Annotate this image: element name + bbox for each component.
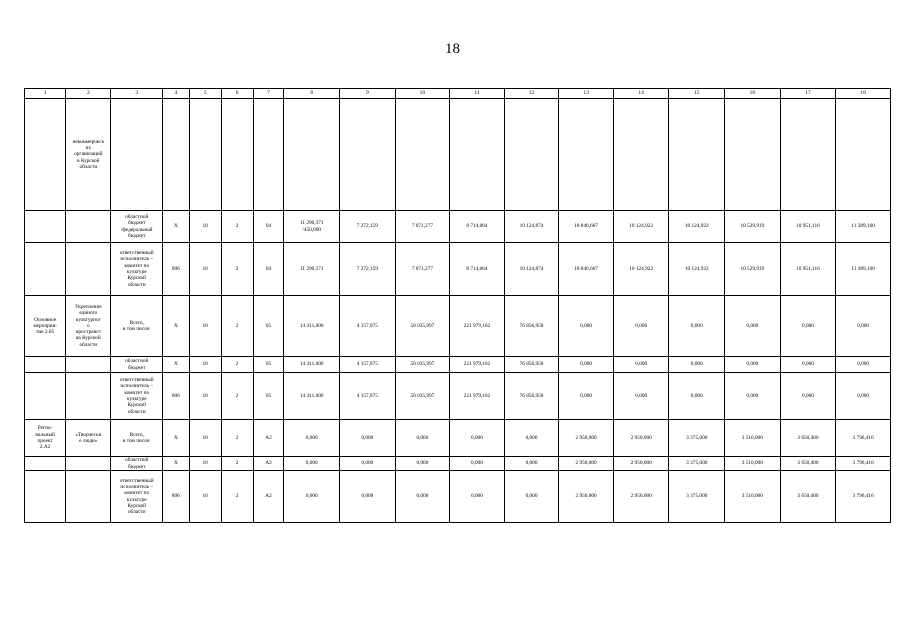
table-cell: 3 510,000 — [725, 471, 781, 523]
table-cell — [253, 99, 284, 211]
table-cell: 0,000 — [669, 357, 725, 373]
table-cell: 0,000 — [504, 471, 559, 523]
table-row — [25, 99, 891, 211]
table-cell: 7 272,159 — [340, 211, 396, 243]
table-cell: 04 — [253, 211, 284, 243]
table-cell: 50 035,997 — [395, 357, 450, 373]
table-cell: 7 071,277 — [395, 243, 450, 296]
table-cell: 806 — [162, 471, 189, 523]
table-cell: 2 — [221, 296, 253, 357]
column-header: 11 — [450, 89, 505, 99]
table-cell: 11 290,371 — [284, 243, 340, 296]
table-cell: 4 157,875 — [340, 357, 396, 373]
table-cell — [66, 373, 111, 420]
table-cell: 10 — [189, 471, 221, 523]
table-cell: 10 124,874 — [504, 211, 559, 243]
table-cell: 2 950,000 — [613, 457, 669, 471]
table-cell: 2 950,000 — [559, 457, 614, 471]
column-header: 9 — [340, 89, 396, 99]
table-cell: 806 — [162, 373, 189, 420]
column-header: 12 — [504, 89, 559, 99]
table-cell: 18 846,607 — [559, 243, 614, 296]
table-cell: 7 272,159 — [340, 243, 396, 296]
table-cell: 0,000 — [395, 457, 450, 471]
table-cell: 8 714,064 — [450, 243, 505, 296]
table-cell: 0,000 — [450, 471, 505, 523]
table-row — [25, 243, 891, 296]
table-cell: 3 650,400 — [780, 457, 836, 471]
table-cell: 0,000 — [559, 296, 614, 357]
table-cell: 3 796,416 — [836, 457, 891, 471]
header-row — [25, 89, 891, 99]
table-cell: 2 — [221, 243, 253, 296]
table-cell — [66, 211, 111, 243]
table-cell — [66, 357, 111, 373]
table-cell: Всего, в том числе: — [111, 420, 162, 457]
table-cell: 14 411,000 — [284, 373, 340, 420]
table-cell: 14 411,000 — [284, 357, 340, 373]
table-cell: Х — [162, 211, 189, 243]
table-cell — [504, 99, 559, 211]
table-cell: 3 796,416 — [836, 471, 891, 523]
column-header: 15 — [669, 89, 725, 99]
table-cell: 05 — [253, 296, 284, 357]
table-cell: 10 — [189, 211, 221, 243]
table-cell: 2 950,000 — [613, 471, 669, 523]
table-cell: А2 — [253, 420, 284, 457]
table-cell: Укрепление единого культурног о пространст ва Курской области — [66, 296, 111, 357]
table-cell: Х — [162, 296, 189, 357]
table-cell — [66, 471, 111, 523]
table-cell: 18 846,607 — [559, 211, 614, 243]
table-cell: 2 — [221, 420, 253, 457]
table-cell: 76 856,958 — [504, 373, 559, 420]
table-cell: 3 375,000 — [669, 457, 725, 471]
table-cell: 2 — [221, 211, 253, 243]
table-cell: 10 124,922 — [613, 211, 669, 243]
table-cell — [25, 243, 66, 296]
table-row — [25, 373, 891, 420]
table-cell: 0,000 — [836, 373, 891, 420]
column-header: 14 — [613, 89, 669, 99]
table-cell: ответственный исполнитель – комитет по культуре Курской области — [111, 373, 162, 420]
table-cell: 10 — [189, 457, 221, 471]
table-cell: 76 856,958 — [504, 296, 559, 357]
table-cell: 221 979,162 — [450, 357, 505, 373]
table-cell: 11 389,160 — [836, 211, 891, 243]
table-cell: 0,000 — [725, 296, 781, 357]
table-cell: 0,000 — [284, 457, 340, 471]
table-cell — [66, 243, 111, 296]
table-cell: 2 — [221, 471, 253, 523]
budget-table — [24, 88, 891, 523]
table-cell: 806 — [162, 243, 189, 296]
table-cell: 2 950,000 — [559, 420, 614, 457]
table-cell: 0,000 — [450, 457, 505, 471]
table-cell: 0,000 — [340, 420, 396, 457]
column-header: 8 — [284, 89, 340, 99]
table-cell: 10 124,922 — [669, 211, 725, 243]
table-cell: 0,000 — [504, 457, 559, 471]
table-cell: 0,000 — [669, 296, 725, 357]
table-cell: Основное мероприя- тие 2.05 — [25, 296, 66, 357]
table-cell: 2 950,000 — [559, 471, 614, 523]
table-cell: 2 — [221, 373, 253, 420]
table-cell: 50 035,997 — [395, 296, 450, 357]
table-cell: 0,000 — [669, 373, 725, 420]
table-cell: областной бюджет — [111, 357, 162, 373]
table-cell — [111, 99, 162, 211]
table-cell: 05 — [253, 373, 284, 420]
table-cell — [25, 211, 66, 243]
table-cell: 11 290,371 /450,000 — [284, 211, 340, 243]
table-cell — [836, 99, 891, 211]
table-cell: 2 — [221, 357, 253, 373]
table-cell: 05 — [253, 357, 284, 373]
table-row — [25, 420, 891, 457]
column-header: 13 — [559, 89, 614, 99]
table-cell: А2 — [253, 471, 284, 523]
table-cell: 3 375,000 — [669, 420, 725, 457]
column-header: 2 — [66, 89, 111, 99]
table-cell: 10 — [189, 373, 221, 420]
table-cell: 50 035,997 — [395, 373, 450, 420]
table-cell: 04 — [253, 243, 284, 296]
table-cell — [780, 99, 836, 211]
table-cell: 14 411,000 — [284, 296, 340, 357]
table-cell: 221 979,162 — [450, 373, 505, 420]
table-cell: ответственный исполнитель – комитет по культуре Курской области — [111, 243, 162, 296]
table-cell — [162, 99, 189, 211]
column-header: 17 — [780, 89, 836, 99]
table-cell — [559, 99, 614, 211]
table-cell: ответственный исполнитель – комитет по культуре Курской области — [111, 471, 162, 523]
table-cell: 3 650,400 — [780, 420, 836, 457]
table-cell: 4 157,875 — [340, 296, 396, 357]
table-cell: 3 510,000 — [725, 420, 781, 457]
table-cell — [284, 99, 340, 211]
table-cell: 0,000 — [836, 296, 891, 357]
table-cell: 10 — [189, 420, 221, 457]
column-header: 7 — [253, 89, 284, 99]
table-cell — [25, 99, 66, 211]
column-header: 6 — [221, 89, 253, 99]
table-cell: 0,000 — [613, 373, 669, 420]
table-cell — [221, 99, 253, 211]
table-cell: «Творчески е люди» — [66, 420, 111, 457]
table-cell: 2 — [221, 457, 253, 471]
table-cell: 8 714,064 — [450, 211, 505, 243]
column-header: 1 — [25, 89, 66, 99]
column-header: 16 — [725, 89, 781, 99]
table-cell: 3 375,000 — [669, 471, 725, 523]
table-cell: 4 157,875 — [340, 373, 396, 420]
table-cell: 0,000 — [725, 373, 781, 420]
table-cell: 10 529,919 — [725, 211, 781, 243]
table-cell: 10 — [189, 296, 221, 357]
table-cell: 0,000 — [340, 457, 396, 471]
table-cell: 0,000 — [284, 420, 340, 457]
column-header: 10 — [395, 89, 450, 99]
table-cell: 7 071,277 — [395, 211, 450, 243]
table-cell — [25, 457, 66, 471]
table-cell — [25, 471, 66, 523]
table-cell — [189, 99, 221, 211]
table-cell — [725, 99, 781, 211]
table-cell: А2 — [253, 457, 284, 471]
table-cell: 0,000 — [559, 357, 614, 373]
table-row — [25, 357, 891, 373]
table-cell: 10 — [189, 357, 221, 373]
page-number: 18 — [445, 41, 460, 57]
table-cell: 10 951,116 — [780, 243, 836, 296]
table-cell: некоммерческ их организаций в Курской области — [66, 99, 111, 211]
table-cell: 76 856,958 — [504, 357, 559, 373]
table-cell: Х — [162, 420, 189, 457]
table-cell: 10 — [189, 243, 221, 296]
table-cell: 0,000 — [725, 357, 781, 373]
column-header: 4 — [162, 89, 189, 99]
table-cell: 10 951,116 — [780, 211, 836, 243]
table-row — [25, 296, 891, 357]
table-cell: 0,000 — [780, 357, 836, 373]
table-cell: 3 796,416 — [836, 420, 891, 457]
table-cell: 10 124,922 — [613, 243, 669, 296]
table-cell: 2 950,000 — [613, 420, 669, 457]
table-cell: 10 124,922 — [669, 243, 725, 296]
table-cell: 0,000 — [340, 471, 396, 523]
table-cell — [66, 457, 111, 471]
table-cell: 10 529,919 — [725, 243, 781, 296]
table-row — [25, 457, 891, 471]
table-cell — [395, 99, 450, 211]
table-cell — [669, 99, 725, 211]
table-cell: областной бюджет — [111, 457, 162, 471]
table-cell: 0,000 — [395, 471, 450, 523]
table-cell: 0,000 — [780, 296, 836, 357]
table-cell: Х — [162, 457, 189, 471]
table-cell: 0,000 — [836, 357, 891, 373]
table-cell: 0,000 — [504, 420, 559, 457]
table-cell — [613, 99, 669, 211]
table-cell: 0,000 — [559, 373, 614, 420]
table-row — [25, 471, 891, 523]
table-cell — [450, 99, 505, 211]
table-cell — [25, 357, 66, 373]
table-cell: областной бюджет /федеральный бюджет — [111, 211, 162, 243]
table-cell: 0,000 — [450, 420, 505, 457]
table-cell: 10 124,874 — [504, 243, 559, 296]
table-cell: 0,000 — [613, 357, 669, 373]
table-cell — [340, 99, 396, 211]
table-cell: 11 389,160 — [836, 243, 891, 296]
table-cell: 0,000 — [284, 471, 340, 523]
table-cell: 3 650,400 — [780, 471, 836, 523]
table-cell: 0,000 — [780, 373, 836, 420]
table-cell: Регио- нальный проект 2.А2 — [25, 420, 66, 457]
table-cell: 0,000 — [613, 296, 669, 357]
column-header: 18 — [836, 89, 891, 99]
table-cell: 3 510,000 — [725, 457, 781, 471]
table-row — [25, 211, 891, 243]
table-cell: 221 979,162 — [450, 296, 505, 357]
column-header: 3 — [111, 89, 162, 99]
table-cell: Всего, в том числе: — [111, 296, 162, 357]
column-header: 5 — [189, 89, 221, 99]
table-cell: Х — [162, 357, 189, 373]
table-cell — [25, 373, 66, 420]
table-cell: 0,000 — [395, 420, 450, 457]
